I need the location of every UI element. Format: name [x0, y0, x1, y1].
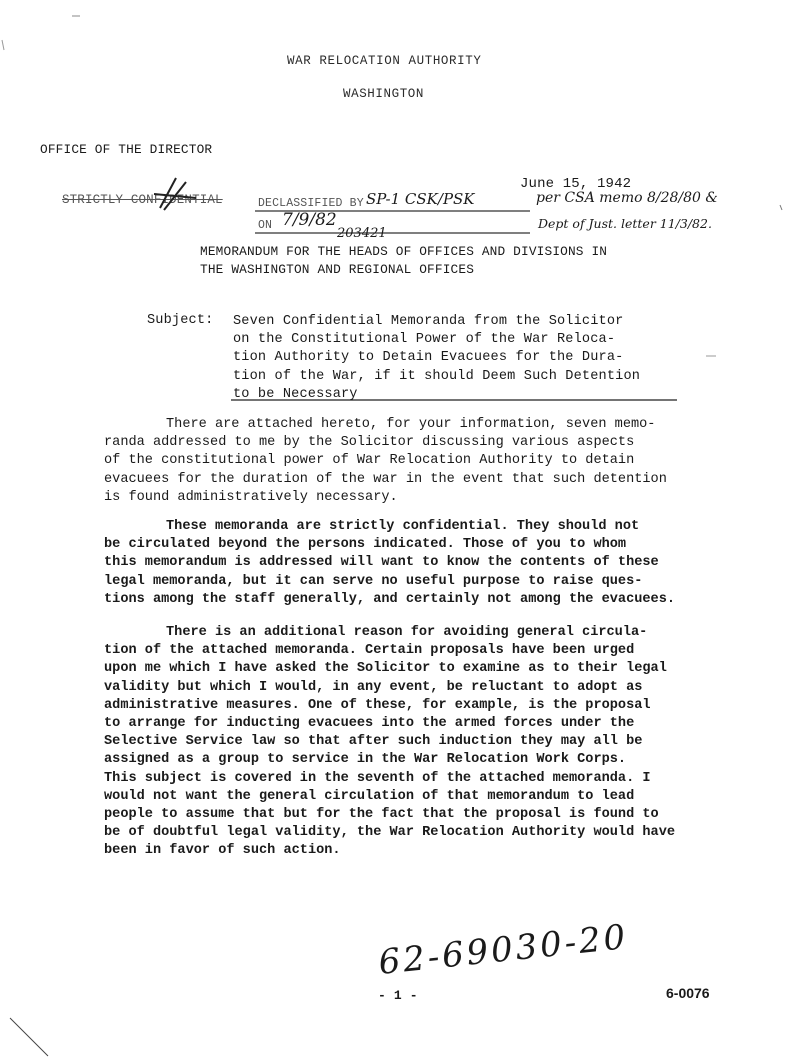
file-number: 62-69030-20	[376, 917, 631, 983]
classification-stamp: STRICTLY CONFIDENTIAL	[62, 193, 223, 207]
paragraph-line: been in favor of such action.	[104, 843, 341, 859]
paragraph-line: would not want the general circulation of that memorandum to lead	[104, 788, 635, 804]
declassified-date: 7/9/82	[282, 210, 337, 230]
paragraph-line: be of doubtful legal validity, the War Relocation Authority would have	[104, 825, 676, 841]
paragraph-line: this memorandum is addressed will want to know the contents of these	[104, 555, 659, 571]
paragraph-line: There is an additional reason for avoiding general circula-	[166, 625, 648, 640]
paragraph-line: randa addressed to me by the Solicitor discussing various aspects	[104, 435, 635, 451]
reference-number: 203421	[337, 226, 387, 241]
paragraph-line: assigned as a group to service in the War Relocation Work Corps.	[104, 752, 627, 768]
office-of-director: OFFICE OF THE DIRECTOR	[40, 142, 213, 157]
subject-line: to be Necessary	[233, 386, 358, 402]
paragraph-line: There are attached hereto, for your information, seven memo-	[166, 417, 656, 432]
memo-to-line1: MEMORANDUM FOR THE HEADS OF OFFICES AND DIVISIONS IN	[200, 244, 608, 259]
paragraph-line: to arrange for inducting evacuees into the armed forces under the	[104, 716, 635, 732]
paragraph-line: of the constitutional power of War Relocation Authority to detain	[104, 453, 635, 469]
paragraph-line: legal memoranda, but it can serve no useful purpose to raise ques-	[104, 573, 643, 589]
paragraph-line: Selective Service law so that after such induction they may all be	[104, 734, 643, 750]
paragraph-line: is found administratively necessary.	[104, 489, 398, 505]
subject-line: tion Authority to Detain Evacuees for the Dura-	[233, 350, 624, 366]
agency-name: WAR RELOCATION AUTHORITY	[287, 54, 482, 68]
paragraph-line: This subject is covered in the seventh of the attached memoranda. I	[104, 770, 651, 786]
subject-line: on the Constitutional Power of the War Reloca-	[233, 332, 616, 348]
paragraph-line: evacuees for the duration of the war in the event that such detention	[104, 471, 667, 487]
memo-to-line2: THE WASHINGTON AND REGIONAL OFFICES	[200, 262, 475, 277]
paragraph-line: upon me which I have asked the Solicitor to examine as to their legal	[104, 661, 667, 677]
declassified-by-signature: SP-1 CSK/PSK	[366, 190, 475, 208]
paragraph-line: validity but which I would, in any event, be reluctant to adopt as	[104, 679, 643, 695]
paragraph-line: people to assume that but for the fact that the proposal is found to	[104, 807, 659, 823]
document-code: 6-0076	[666, 985, 710, 1001]
memo-date: June 15, 1942	[520, 176, 632, 192]
subject-line: Seven Confidential Memoranda from the Solicitor	[233, 314, 624, 329]
on-label: ON	[258, 219, 273, 232]
paragraph-line: administrative measures. One of these, for example, is the proposal	[104, 697, 651, 713]
city-name: WASHINGTON	[343, 87, 425, 101]
declassified-label: DECLASSIFIED BY	[258, 197, 364, 210]
handwritten-note-line2: Dept of Just. letter 11/3/82.	[538, 216, 712, 231]
paragraph-line: tions among the staff generally, and certainly not among the evacuees.	[104, 591, 676, 607]
paragraph-line: tion of the attached memoranda. Certain proposals have been urged	[104, 643, 635, 659]
paragraph-line: be circulated beyond the persons indicated. Those of you to whom	[104, 537, 627, 553]
paragraph-line: These memoranda are strictly confidential. They should not	[166, 519, 640, 534]
handwritten-note-line1: per CSA memo 8/28/80 &	[536, 190, 718, 206]
subject-label: Subject:	[147, 313, 214, 328]
subject-line: tion of the War, if it should Deem Such Detention	[233, 368, 641, 384]
page-number: - 1 -	[378, 988, 418, 1003]
